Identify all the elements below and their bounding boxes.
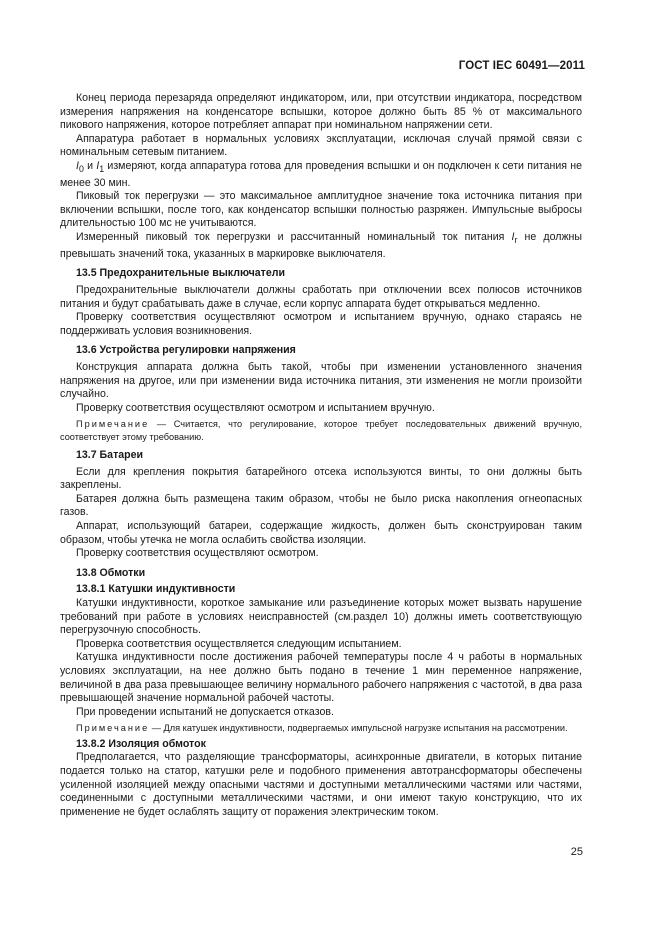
- page-body: [60, 92, 582, 819]
- subscript: 1: [99, 164, 105, 175]
- paragraph: При проведении испытаний не допускается отказов.: [76, 705, 334, 718]
- paragraph-text: измеряют, когда аппаратура готова для проведения вспышки и он подключен к сети питания не менее 30 мин.: [60, 159, 582, 189]
- subsection-heading-13-8-1: 13.8.1 Катушки индуктивности: [76, 583, 236, 596]
- subscript: 0: [78, 164, 84, 175]
- paragraph: Аппаратура работает в нормальных условиях эксплуатации, исключая случай прямой связи с номинальным сетевым питанием.: [60, 132, 582, 159]
- page-number: 25: [570, 846, 583, 858]
- paragraph: Предполагается, что разделяющие трансформаторы, асинхронные двигатели, в которых питание подается только на статор, катушки реле и подобного применения автотрансформаторы обеспечены усиленной изоляцией между опасными частями и доступными металлическими частями или частями, соединенными с доступными металлическими частями, и они имеют такую конструкцию, что их применение не будет ослаблять защиту от поражения электрическим током.: [60, 751, 582, 818]
- paragraph: Батарея должна быть размещена таким образом, чтобы не было риска накопления огнеопасных газов.: [60, 492, 582, 519]
- note-text: — Считается, что регулирование, которое требует последовательных движений вручную, соответствует этому требованию.: [60, 419, 582, 442]
- paragraph: Конец периода перезаряда определяют индикатором, или, при отсутствии индикатора, посредством измерения напряжения на конденсаторе вспышки, которое должно быть 85 % от максимального пикового напряжения, которое потребляет аппарат при номинальном напряжении сети.: [60, 92, 582, 132]
- note: [60, 722, 582, 734]
- paragraph: Предохранительные выключатели должны сработать при отключении всех полюсов источников питания и будут срабатывать даже в случае, если корпус аппарата будет открываться медленно.: [60, 283, 582, 310]
- conjunction: и: [83, 159, 97, 172]
- section-heading-13-5: 13.5 Предохранительные выключатели: [76, 267, 285, 280]
- note-label: Примечание: [76, 419, 150, 430]
- section-heading-13-6: 13.6 Устройства регулировки напряжения: [76, 344, 296, 357]
- symbol-i0: I: [76, 159, 79, 172]
- paragraph-current-measurement: [60, 160, 582, 190]
- paragraph-text: Измеренный пиковый ток перегрузки и рассчитанный номинальный ток питания: [76, 231, 512, 244]
- paragraph-rated-current: [60, 231, 582, 261]
- symbol-i1: I: [96, 159, 100, 172]
- paragraph: Катушка индуктивности после достижения рабочей температуры после 4 ч работы в нормальных условиях эксплуатации, на нее должно быть подано в течение 1 мин переменное напряжение, величиной в два раза превышающее величину нормального рабочего напряжения с частотой, в два раза превышающей значение нормальной рабочей частоты.: [60, 651, 582, 705]
- paragraph-text: не должны превышать значений тока, указанных в маркировке выключателя.: [60, 231, 582, 260]
- note-text: — Для катушек индуктивности, подвергаемых импульсной нагрузке испытания на рассмотрении.: [149, 723, 568, 734]
- paragraph: Аппарат, использующий батареи, содержащие жидкость, должен быть сконструирован таким образом, чтобы утечка не могла ослабить свойства изоляции.: [60, 520, 582, 546]
- note: [60, 418, 582, 443]
- paragraph: Проверку соответствия осуществляют осмотром и испытанием вручную.: [76, 401, 435, 414]
- section-heading-13-8: 13.8 Обмотки: [76, 566, 146, 579]
- note-label: Примечание: [76, 723, 150, 734]
- section-heading-13-7: 13.7 Батареи: [76, 449, 144, 462]
- subscript: r: [514, 235, 518, 246]
- paragraph: Проверка соответствия осуществляется следующим испытанием.: [76, 637, 402, 650]
- paragraph: Конструкция аппарата должна быть такой, чтобы при изменении установленного значения напряжения на другое, или при изменении вида источника питания, эти изменения не могли произойти случайно.: [60, 360, 582, 401]
- subsection-heading-13-8-2: 13.8.2 Изоляция обмоток: [76, 737, 206, 750]
- paragraph: Если для крепления покрытия батарейного отсека используются винты, то они должны быть закреплены.: [60, 465, 582, 492]
- symbol-ir: I: [511, 231, 515, 244]
- paragraph: Проверку соответствия осуществляют осмотром и испытанием вручную, однако стараясь не поддерживать условия возникновения.: [60, 311, 582, 337]
- paragraph: Катушки индуктивности, короткое замыкание или разъединение которых может вызвать нарушение требований при работе в условиях неисправностей (см.раздел 10) должны иметь соответствующую перегрузочную способность.: [60, 597, 582, 637]
- paragraph: Проверку соответствия осуществляют осмотром.: [76, 547, 319, 560]
- standard-header: ГОСТ IEC 60491—2011: [458, 60, 585, 72]
- paragraph: Пиковый ток перегрузки — это максимальное амплитудное значение тока источника питания при включении вспышки, после того, как конденсатор вспышки полностью разряжен. Импульсные выбросы длительностью 100 мс не учитываются.: [60, 190, 582, 230]
